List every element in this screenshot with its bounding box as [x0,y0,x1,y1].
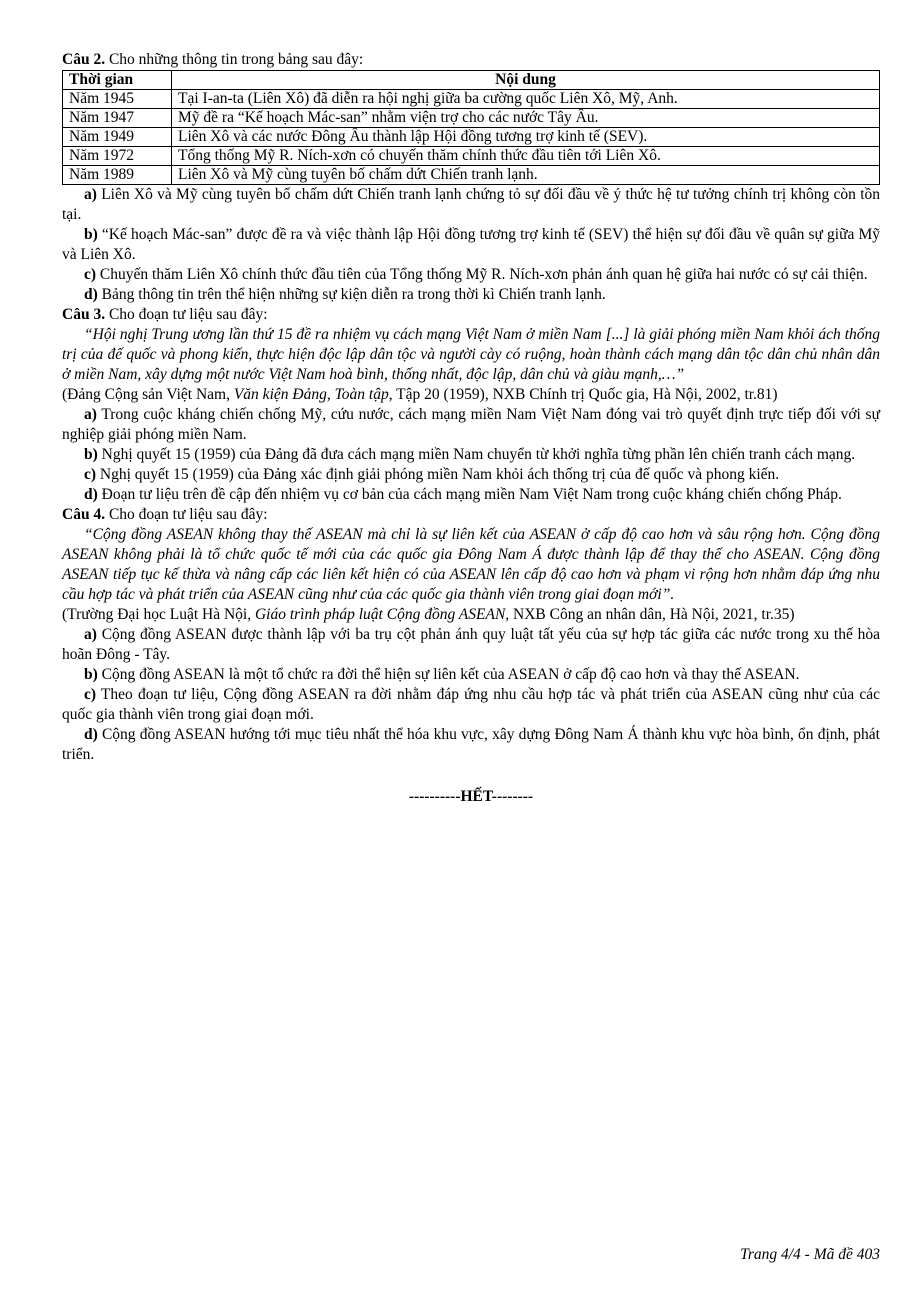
item-text: Trong cuộc kháng chiến chống Mỹ, cứu nước, cách mạng miền Nam Việt Nam đóng vai trò quyết định trực tiếp đối với sự nghiệp giải phóng miền Nam. [62,406,880,443]
item-text: Nghị quyết 15 (1959) của Đảng đã đưa cách mạng miền Nam chuyển từ khởi nghĩa từng phần lên chiến tranh cách mạng. [97,446,856,463]
item-text: Bảng thông tin trên thể hiện những sự kiện diễn ra trong thời kì Chiến tranh lạnh. [97,286,606,303]
q2-heading [62,50,880,70]
q3-item-d [62,485,880,505]
row-year: Năm 1947 [63,109,172,128]
item-text: Cộng đồng ASEAN là một tổ chức ra đời thể hiện sự liên kết của ASEAN ở cấp độ cao hơn và thay thế ASEAN. [97,666,800,683]
q4-label: Câu 4. [62,506,106,523]
item-text: Theo đoạn tư liệu, Cộng đồng ASEAN ra đời nhằm đáp ứng nhu cầu hợp tác và phát triển của ASEAN cũng như của các quốc gia thành viên trong giai đoạn mới. [62,686,880,723]
q2-intro: Cho những thông tin trong bảng sau đây: [105,51,364,68]
q2-item-a [62,185,880,225]
q4-item-a [62,625,880,665]
source-title: Giáo trình pháp luật Cộng đồng ASEAN [254,606,506,623]
item-label: a) [84,626,97,643]
q3-item-c [62,465,880,485]
item-text: Đoạn tư liệu trên đề cập đến nhiệm vụ cơ bản của cách mạng miền Nam Việt Nam trong cuộc kháng chiến chống Pháp. [97,486,842,503]
table-header-row [63,71,880,90]
item-label: a) [84,186,97,203]
q4-intro: Cho đoạn tư liệu sau đây: [105,506,268,523]
row-content: Tại I-an-ta (Liên Xô) đã diễn ra hội nghị giữa ba cường quốc Liên Xô, Mỹ, Anh. [172,90,880,109]
item-label: d) [84,486,98,503]
item-text: Liên Xô và Mỹ cùng tuyên bố chấm dứt Chiến tranh lạnh chứng tỏ sự đối đầu về ý thức hệ tư tưởng chính trị không còn tồn tại. [62,186,880,223]
row-year: Năm 1972 [63,147,172,166]
item-label: b) [84,446,98,463]
q3-item-b [62,445,880,465]
row-content: Liên Xô và các nước Đông Âu thành lập Hội đồng tương trợ kinh tế (SEV). [172,128,880,147]
exam-page [62,50,880,807]
item-label: c) [84,266,97,283]
q3-intro: Cho đoạn tư liệu sau đây: [105,306,268,323]
source-suffix: , NXB Công an nhân dân, Hà Nội, 2021, tr.35) [505,606,795,623]
item-text: Chuyến thăm Liên Xô chính thức đầu tiên của Tổng thống Mỹ R. Ních-xơn phản ánh quan hệ giữa hai nước có sự cải thiện. [96,266,868,283]
item-text: Nghị quyết 15 (1959) của Đảng xác định giải phóng miền Nam khỏi ách thống trị của đế quốc và phong kiến. [96,466,780,483]
item-text: “Kế hoạch Mác-san” được đề ra và việc thành lập Hội đồng tương trợ kinh tế (SEV) thể hiện sự đối đầu về quân sự giữa Mỹ và Liên Xô. [62,226,880,263]
q3-label: Câu 3. [62,306,106,323]
q3-quote: “Hội nghị Trung ương lần thứ 15 đề ra nhiệm vụ cách mạng Việt Nam ở miền Nam [...] là giải phóng miền Nam khỏi ách thống trị của đế quốc và phong kiến, thực hiện độc lập dân tộc và người cày có ruộng, hoàn thành cách mạng dân tộc dân chủ nhân dân ở miền Nam, xây dựng một nước Việt Nam hoà bình, thống nhất, độc lập, dân chủ và giàu mạnh,…” [62,326,880,383]
table-row [63,90,880,109]
item-text: Cộng đồng ASEAN hướng tới mục tiêu nhất thể hóa khu vực, xây dựng Đông Nam Á thành khu vực hòa bình, ổn định, phát triển. [62,726,880,763]
header-content: Nội dung [172,71,880,90]
row-content: Liên Xô và Mỹ cùng tuyên bố chấm dứt Chiến tranh lạnh. [172,166,880,185]
q2-item-b [62,225,880,265]
q4-item-c [62,685,880,725]
q3-source [62,385,880,405]
item-label: a) [84,406,97,423]
row-year: Năm 1989 [63,166,172,185]
row-year: Năm 1945 [63,90,172,109]
source-prefix: (Đảng Cộng sản Việt Nam, [62,386,234,403]
q2-item-d [62,285,880,305]
q2-item-c [62,265,880,285]
row-content: Mỹ đề ra “Kế hoạch Mác-san” nhằm viện trợ cho các nước Tây Âu. [172,109,880,128]
row-content: Tổng thống Mỹ R. Ních-xơn có chuyến thăm chính thức đầu tiên tới Liên Xô. [172,147,880,166]
q4-item-b [62,665,880,685]
q4-quote: “Cộng đồng ASEAN không thay thế ASEAN mà chỉ là sự liên kết của ASEAN ở cấp độ cao hơn và sâu rộng hơn. Cộng đồng ASEAN không phải là tổ chức quốc tế mới của các quốc gia Đông Nam Á được thành lập để thay thế cho ASEAN. Cộng đồng ASEAN tiếp tục kế thừa và nâng cấp các liên kết hiện có của ASEAN lên cấp độ cao hơn và phạm vi rộng hơn nhằm đáp ứng nhu cầu hợp tác và phát triển của ASEAN cũng như của các quốc gia thành viên trong giai đoạn mới”. [62,526,880,603]
item-label: d) [84,286,98,303]
q4-source [62,605,880,625]
q4-heading [62,505,880,525]
row-year: Năm 1949 [63,128,172,147]
q3-heading [62,305,880,325]
page-footer: Trang 4/4 - Mã đề 403 [740,1246,880,1263]
table-row [63,109,880,128]
events-table [62,70,880,185]
header-time: Thời gian [63,71,172,90]
q2-label: Câu 2. [62,51,106,68]
q4-item-d [62,725,880,765]
q3-item-a [62,405,880,445]
end-marker: ----------HẾT-------- [408,788,534,805]
source-suffix: , Tập 20 (1959), NXB Chính trị Quốc gia, Hà Nội, 2002, tr.81) [388,386,778,403]
item-label: c) [84,466,97,483]
item-label: d) [84,726,98,743]
table-row [63,147,880,166]
table-row [63,128,880,147]
table-row [63,166,880,185]
item-text: Cộng đồng ASEAN được thành lập với ba trụ cột phản ánh quy luật tất yếu của sự hợp tác giữa các nước trong xu thế hòa hoãn Đông - Tây. [62,626,880,663]
source-title: Văn kiện Đảng, Toàn tập [233,386,389,403]
item-label: b) [84,226,98,243]
source-prefix: (Trường Đại học Luật Hà Nội, [62,606,255,623]
item-label: c) [84,686,97,703]
item-label: b) [84,666,98,683]
